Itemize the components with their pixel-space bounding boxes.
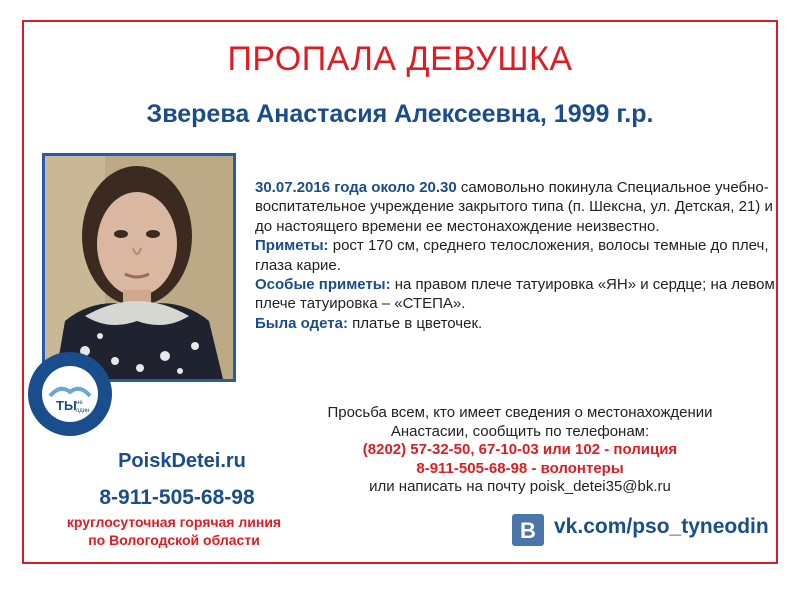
vk-link[interactable]: vk.com/pso_tyneodin [554, 515, 769, 538]
contact-request [290, 404, 750, 497]
contact-email[interactable]: или написать на почту poisk_detei35@bk.ru [369, 478, 671, 496]
description-paragraph [255, 178, 775, 236]
request-line-2: Анастасии, сообщить по телефонам: [390, 422, 650, 440]
special-signs-paragraph [255, 275, 775, 314]
description-block [255, 178, 775, 333]
volunteer-phone[interactable]: 8-911-505-68-98 - волонтеры [416, 459, 624, 477]
logo-text-main: ТЫ [56, 398, 77, 413]
date-text: самовольно покинула Специальное учебно-воспитательное учреждение закрытого типа (п. Шексна, ул. Детская, 21) и до настоящего времени ее местонахождение неизвестно. [255, 179, 773, 235]
org-logo [26, 350, 114, 438]
org-site[interactable]: PoiskDetei.ru [118, 450, 246, 472]
signs-paragraph [255, 236, 775, 275]
police-phones[interactable]: (8202) 57-32-50, 67-10-03 или 102 - полиция [362, 441, 678, 459]
missing-person-name: Зверева Анастасия Алексеевна, 1999 г.р. [146, 100, 654, 128]
dressed-label: Была одета: [255, 314, 348, 332]
dressed-text: платье в цветочек. [347, 314, 483, 332]
hotline-caption [34, 513, 314, 549]
special-label: Особые приметы: [255, 276, 391, 294]
logo-text-small-top: не [76, 400, 83, 406]
poster-title: ПРОПАЛА ДЕВУШКА [227, 40, 573, 78]
hotline-line-1: круглосуточная горячая линия [66, 514, 282, 530]
signs-text: рост 170 см, среднего телосложения, волосы темные до плеч, глаза карие. [255, 237, 769, 274]
missing-person-photo [42, 153, 236, 382]
logo-text-small-bottom: один [76, 408, 90, 414]
signs-label: Приметы: [255, 237, 329, 255]
date-lead: 30.07.2016 года около 20.30 [255, 179, 457, 196]
request-line-1: Просьба всем, кто имеет сведения о местонахождении [327, 404, 713, 421]
hotline-phone[interactable]: 8-911-505-68-98 [99, 486, 255, 509]
vk-icon-letter: B [520, 518, 536, 543]
portrait-illustration [45, 156, 233, 379]
dressed-paragraph [255, 314, 775, 333]
special-text: на правом плече татуировка «ЯН» и сердце; на левом плече татуировка – «СТЕПА». [255, 276, 775, 313]
hotline-line-2: по Вологодской области [88, 532, 260, 548]
vk-icon[interactable] [512, 514, 544, 546]
